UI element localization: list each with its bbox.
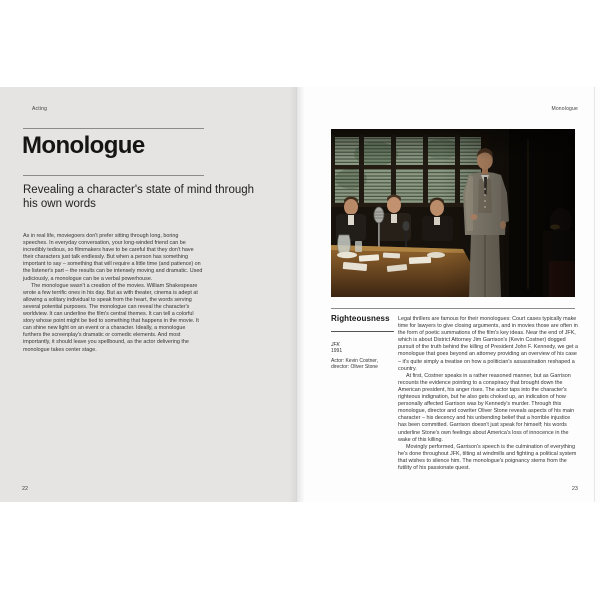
film-still-photo xyxy=(331,129,575,297)
paragraph: The monologue wasn't a creation of the movies. William Shakespeare wrote a few terrific ones in his day. But as with theater, cinema is adept at allowing a solitary individual to speak from the heart, the words serving several potential purposes. The monologue can reveal the character's worldview. It can underline the film's central themes. It can tell a colorful story whose point might be tied to something that happens in the movie. It can shine new light on an event or a character. Ideally, a monologue furthers the screenplay's dramatic or comedic elements. And most importantly, it should leave you spellbound, as the actor delivering the monologue takes center stage. xyxy=(23,282,199,353)
left-page xyxy=(0,87,297,502)
paragraph: Legal thrillers are famous for their monologues: Court cases typically make time for lawyers to give closing arguments, and in movies those are often in the form of poetic summations of the film's key ideas. Near the end of JFK, which is about District Attorney Jim Garrison's (Kevin Costner) dogged pursuit of the truth behind the killing of President John F. Kennedy, we get a monologue that goes beyond an attorney providing an overview of his case – it's quite simply a treatise on how a politician's assassination reshaped a country. xyxy=(398,316,578,372)
running-head: Monologue xyxy=(551,106,578,112)
right-body-text xyxy=(398,316,578,472)
film-credit-line: director: Oliver Stone xyxy=(331,363,378,370)
paragraph: Movingly performed, Garrison's speech is the culmination of everything he's done throughout JFK, tilting at windmills and fighting a political system that wishes to silence him. The monologue's poignancy stems from the futility of his passionate quest. xyxy=(398,443,577,471)
section-label: Acting xyxy=(32,106,48,112)
title-rule-bottom xyxy=(23,175,204,176)
film-year: 1991 xyxy=(331,348,343,355)
page-title: Monologue xyxy=(22,132,145,159)
film-credit-line: Actor: Kevin Costner, xyxy=(331,357,378,364)
paragraph: As in real life, moviegoers don't prefer sitting through long, boring speeches. In everyday conversation, your long-winded friend can be incredibly tedious, so filmmakers have to be careful that they don't have their characters just talk endlessly. But when a person has something important to say – something that will require a little time (and patience) on the listener's part – the results can be intensely moving and dramatic. Used judiciously, a monologue can be a verbal powerhouse. xyxy=(23,233,203,282)
film-still-illustration xyxy=(331,129,575,297)
left-body-text xyxy=(23,233,203,354)
film-credits-block xyxy=(331,342,393,370)
page-number-left: 22 xyxy=(22,486,29,492)
entry-heading: Righteousness xyxy=(331,314,390,323)
paragraph: At first, Costner speaks in a rather reasoned manner, but as Garrison recounts the evidence pointing to a conspiracy that brought down the American president, his anger rises. The actor taps into the character's righteous indignation, but he also gets choked up, an indication of how personally affected Garrison was by Kennedy's murder. Through this monologue, director and cowriter Oliver Stone reveals aspects of his main character – his decency and his unbending belief that a horrible injustice has been committed. Garrison doesn't just speak for himself; his words underline Stone's own feelings about America's loss of innocence in the wake of this killing. xyxy=(398,372,575,443)
section-rule xyxy=(331,308,575,309)
right-page xyxy=(297,87,600,502)
title-rule-top xyxy=(23,128,204,129)
film-title: JFK xyxy=(331,342,340,348)
page-subtitle: Revealing a character's state of mind through his own words xyxy=(23,184,255,210)
entry-heading-rule xyxy=(331,331,394,332)
page-number-right: 23 xyxy=(571,486,578,492)
